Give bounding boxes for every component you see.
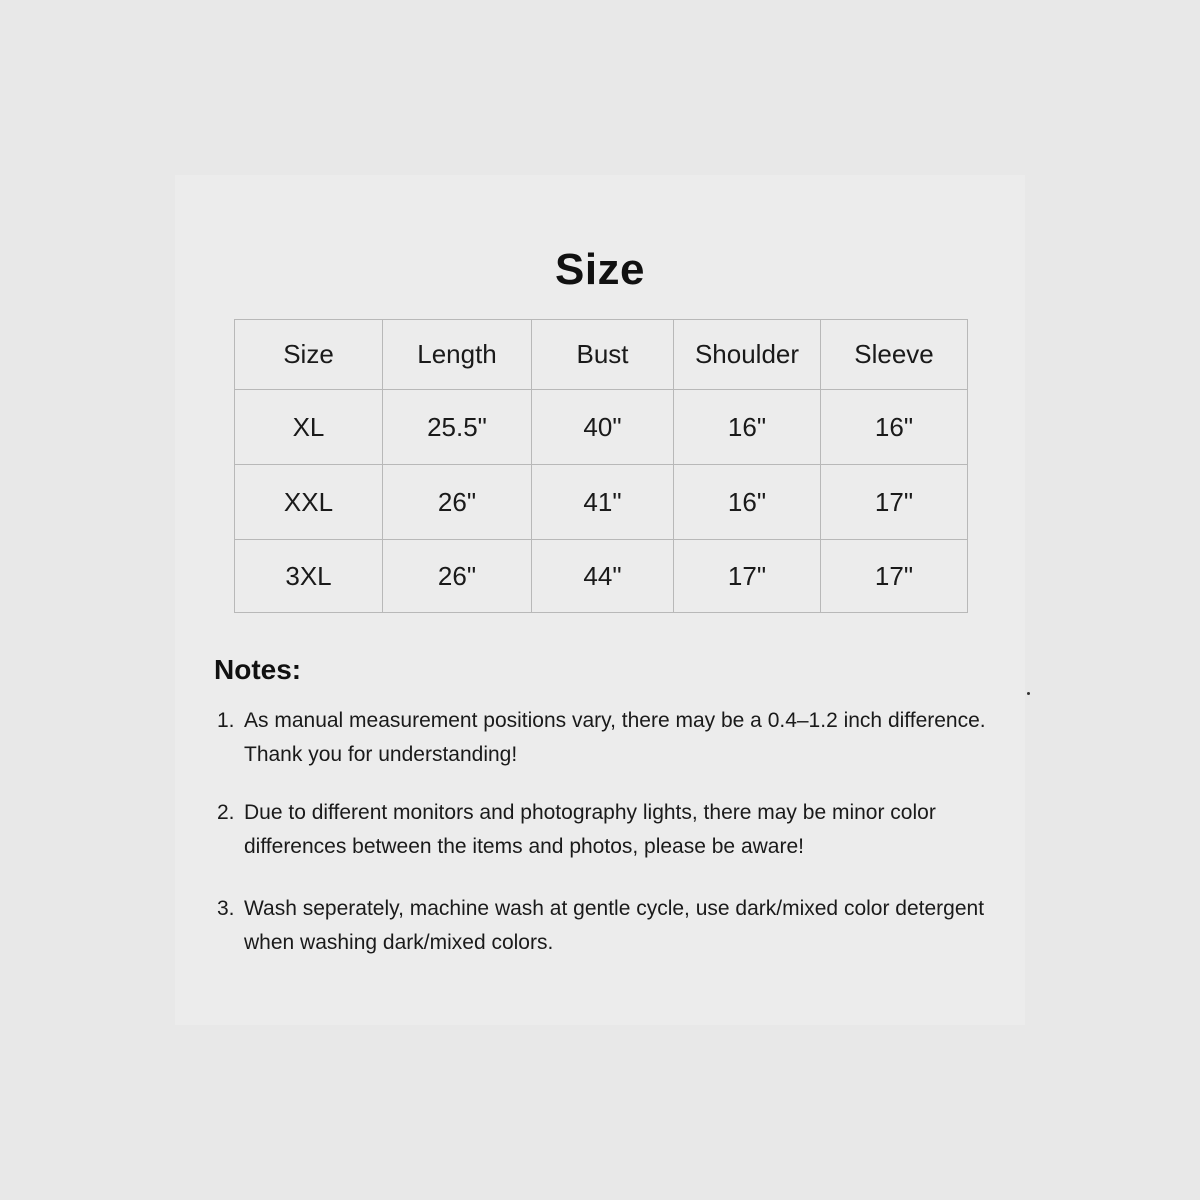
note-number: 1. <box>217 709 235 732</box>
length-cell: 26" <box>383 540 532 613</box>
bust-cell: 44" <box>532 540 674 613</box>
notes-heading: Notes: <box>214 654 302 685</box>
bust-cell: 40" <box>532 390 674 465</box>
column-header-shoulder: Shoulder <box>674 320 821 390</box>
shoulder-cell: 16" <box>674 465 821 540</box>
note-line: differences between the items and photos, please be aware! <box>244 835 804 858</box>
note-line: Thank you for understanding! <box>244 743 518 766</box>
note-line: when washing dark/mixed colors. <box>244 931 554 954</box>
notes-list <box>214 704 1014 960</box>
stray-dot-mark <box>1027 692 1030 695</box>
table-row <box>235 540 968 613</box>
length-cell: 25.5" <box>383 390 532 465</box>
sleeve-cell: 16" <box>821 390 968 465</box>
note-item <box>214 892 1014 960</box>
length-cell: 26" <box>383 465 532 540</box>
shoulder-cell: 16" <box>674 390 821 465</box>
table-header-row <box>235 320 968 390</box>
column-header-length: Length <box>383 320 532 390</box>
note-line: Due to different monitors and photography lights, there may be minor color <box>244 801 936 824</box>
table-row <box>235 390 968 465</box>
note-line: As manual measurement positions vary, there may be a 0.4–1.2 inch difference. <box>244 709 986 732</box>
sleeve-cell: 17" <box>821 540 968 613</box>
note-item <box>214 704 1014 772</box>
note-number: 3. <box>217 897 235 920</box>
table-row <box>235 465 968 540</box>
sleeve-cell: 17" <box>821 465 968 540</box>
size-cell: 3XL <box>235 540 383 613</box>
bust-cell: 41" <box>532 465 674 540</box>
column-header-sleeve: Sleeve <box>821 320 968 390</box>
column-header-bust: Bust <box>532 320 674 390</box>
size-chart-table <box>234 319 968 613</box>
note-item <box>214 796 1014 864</box>
note-number: 2. <box>217 801 235 824</box>
note-line: Wash seperately, machine wash at gentle cycle, use dark/mixed color detergent <box>244 897 985 920</box>
size-cell: XL <box>235 390 383 465</box>
page-title: Size <box>554 245 646 294</box>
size-cell: XXL <box>235 465 383 540</box>
column-header-size: Size <box>235 320 383 390</box>
shoulder-cell: 17" <box>674 540 821 613</box>
